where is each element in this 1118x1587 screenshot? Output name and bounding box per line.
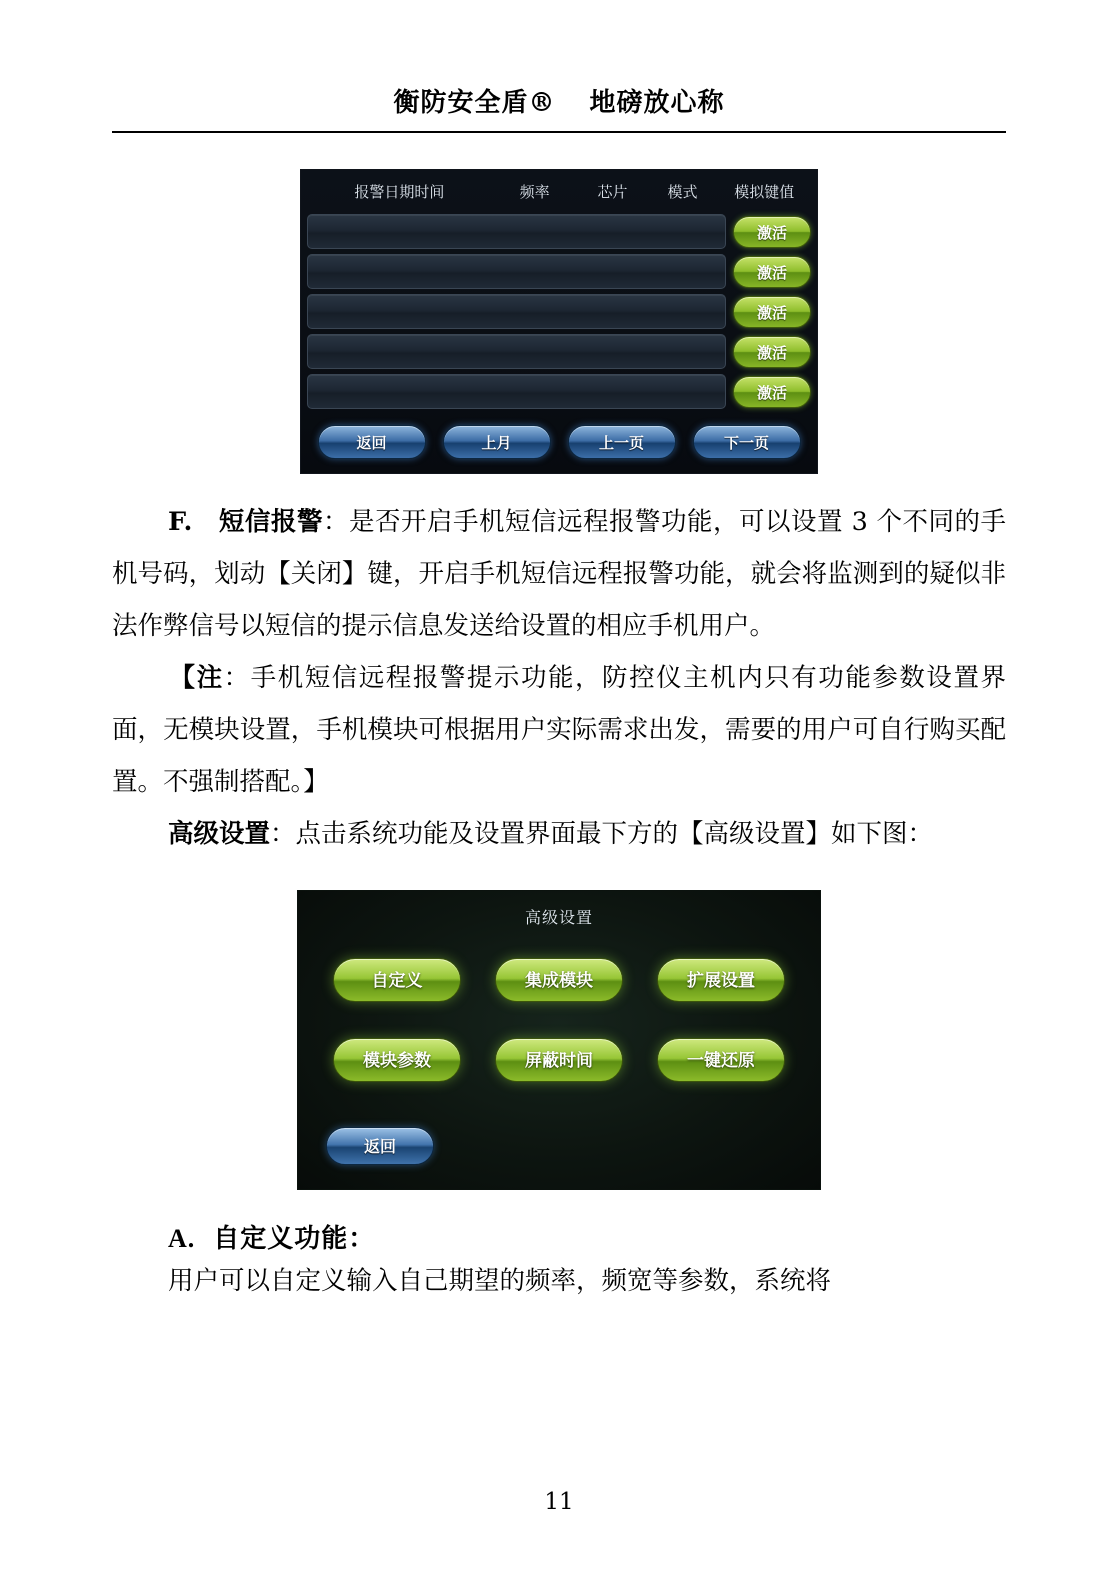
previous-page-button[interactable]: 上一页 — [568, 425, 676, 459]
paragraph-custom-function-desc — [112, 1255, 1006, 1307]
grid-cell — [479, 1038, 639, 1082]
column-header-chip: 芯片 — [597, 182, 628, 201]
paragraph-text: 用户可以自定义输入自己期望的频率，频宽等参数，系统将 — [168, 1266, 832, 1296]
grid-cell — [641, 1038, 801, 1082]
custom-button[interactable]: 自定义 — [333, 958, 461, 1002]
table-row[interactable] — [307, 252, 811, 291]
column-header-keyvalue: 模拟键值 — [734, 182, 795, 201]
activate-button[interactable]: 激活 — [733, 216, 811, 248]
shield-time-button[interactable]: 屏蔽时间 — [495, 1038, 623, 1082]
advanced-settings-footer — [326, 1127, 434, 1165]
paragraph-label: 高级设置 — [168, 819, 271, 849]
advanced-settings-title: 高级设置 — [524, 908, 593, 927]
paragraph-text: ：是否开启手机短信远程报警功能，可以设置 3 个不同的手机号码，划动【关闭】键，开启手机短信远程报警功能，就会将监测到的疑似非法作弊信号以短信的提示信息发送给设置的相应手机用户。 — [112, 507, 1007, 641]
column-header-mode: 模式 — [667, 182, 698, 201]
paragraph-advanced-settings — [112, 808, 1006, 860]
activate-button[interactable]: 激活 — [733, 296, 811, 328]
activate-button[interactable]: 激活 — [733, 256, 811, 288]
paragraph-text: ：手机短信远程报警提示功能，防控仪主机内只有功能参数设置界面，无模块设置，手机模块可根据用户实际需求出发，需要的用户可自行购买配置。不强制搭配。】 — [112, 663, 1006, 797]
header-title-right: 地磅放心称 — [589, 88, 725, 118]
table-row[interactable] — [307, 292, 811, 331]
row-empty-field — [307, 294, 726, 329]
paragraph-text: ：点击系统功能及设置界面最下方的【高级设置】如下图： — [270, 819, 934, 849]
extended-settings-button[interactable]: 扩展设置 — [657, 958, 785, 1002]
figure-alarm-list-screen — [300, 169, 818, 474]
module-parameters-button[interactable]: 模块参数 — [333, 1038, 461, 1082]
one-key-restore-button[interactable]: 一键还原 — [657, 1038, 785, 1082]
back-button[interactable]: 返回 — [318, 425, 426, 459]
page-number: 11 — [544, 1489, 574, 1515]
grid-cell — [317, 958, 477, 1002]
row-empty-field — [307, 214, 726, 249]
page-header — [112, 0, 1006, 119]
figure-advanced-settings-screen — [297, 890, 821, 1190]
table-row[interactable] — [307, 212, 811, 251]
next-page-button[interactable]: 下一页 — [693, 425, 801, 459]
table-row[interactable] — [307, 332, 811, 371]
section-title: 自定义功能： — [213, 1224, 376, 1254]
grid-cell — [479, 958, 639, 1002]
paragraph-label: 【注 — [168, 663, 224, 693]
column-header-frequency: 频率 — [519, 182, 550, 201]
paragraph-note — [112, 652, 1006, 808]
activate-button[interactable]: 激活 — [733, 336, 811, 368]
activate-button[interactable]: 激活 — [733, 376, 811, 408]
row-empty-field — [307, 334, 726, 369]
grid-cell — [317, 1038, 477, 1082]
back-button[interactable]: 返回 — [326, 1127, 434, 1165]
header-divider — [112, 131, 1006, 133]
grid-cell — [641, 958, 801, 1002]
alarm-list-rows — [301, 212, 817, 411]
row-empty-field — [307, 374, 726, 409]
alarm-list-footer — [301, 425, 817, 459]
table-row[interactable] — [307, 372, 811, 411]
row-empty-field — [307, 254, 726, 289]
section-heading-custom-function — [112, 1218, 1006, 1255]
header-title-left: 衡防安全盾® — [393, 88, 556, 118]
paragraph-sms-alarm — [112, 496, 1006, 652]
column-header-datetime: 报警日期时间 — [354, 182, 445, 201]
integrated-module-button[interactable]: 集成模块 — [495, 958, 623, 1002]
last-month-button[interactable]: 上月 — [443, 425, 551, 459]
paragraph-label: F. 短信报警 — [168, 507, 323, 537]
alarm-list-header-row — [301, 170, 817, 212]
section-mark: A. — [168, 1224, 196, 1253]
advanced-settings-button-grid — [298, 958, 820, 1118]
